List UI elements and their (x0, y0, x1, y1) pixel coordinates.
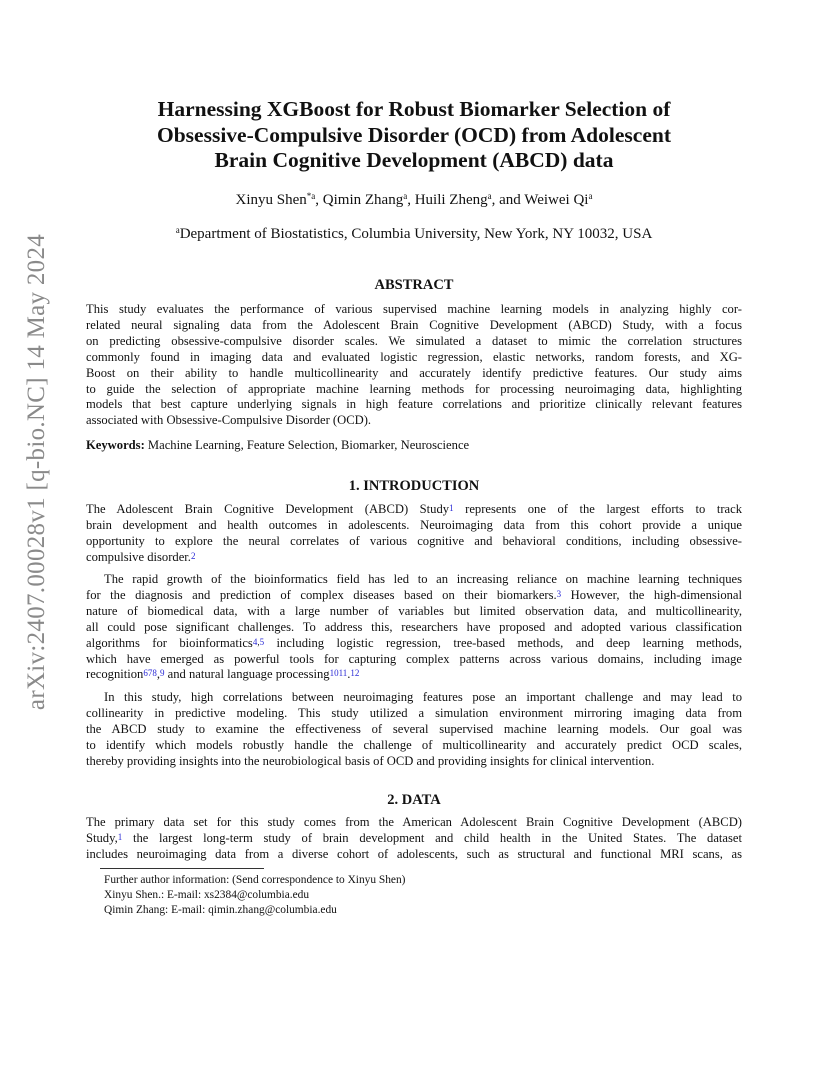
paragraph-line (86, 588, 742, 604)
citation-link[interactable]: 12 (350, 668, 360, 679)
author-mark: a (588, 191, 593, 201)
abstract-line: This study evaluates the performance of various supervised machine learning models in analyzing highly cor- (86, 302, 742, 316)
paragraph-line (86, 652, 742, 668)
paragraph-line: thereby providing insights into the neurobiological basis of OCD and providing insights for clinical intervention. (86, 753, 655, 768)
paragraph-line (86, 604, 742, 620)
author-mark: a (403, 191, 408, 201)
author-list (80, 192, 748, 209)
paragraph-line (86, 518, 742, 534)
text-run: including logistic regression, tree-based methods, and deep learning methods, (264, 635, 742, 650)
citation-link[interactable]: 2 (190, 550, 196, 561)
paragraph-line (86, 815, 742, 831)
paragraph-line (86, 572, 742, 588)
text-run: which have emerged as powerful tools for capturing complex patterns across various domains, including image (86, 651, 742, 666)
text-run: , (156, 667, 161, 682)
abstract-line: models that best capture underlying signals in high feature correlations and prioritize clinically relevant features (86, 397, 742, 412)
paper-title (80, 97, 748, 174)
paragraph-line (86, 831, 742, 847)
paragraph-line: In this study, high correlations between neuroimaging features pose an important challenge and may lead to (104, 690, 742, 704)
citation-link[interactable]: 1 (449, 503, 454, 513)
abstract-heading: ABSTRACT (374, 277, 454, 293)
title-line: Harnessing XGBoost for Robust Biomarker Selection of (157, 97, 671, 121)
keywords (86, 438, 469, 453)
footnote: Further author information: (Send correspondence to Xinyu Shen) (104, 874, 406, 886)
intro-paragraph-1 (86, 502, 742, 566)
text-run: The rapid growth of the bioinformatics field has led to an increasing reliance on machine learning techniques (104, 572, 742, 586)
author-separator: , (315, 192, 323, 208)
paragraph-line (86, 847, 742, 863)
abstract-line: commonly found in imaging data and evaluated logistic regression, elastic networks, random forests, and XG- (86, 349, 742, 364)
abstract-line: Boost on their ability to handle multicollinearity and accurately identify predictive features. Our study aims (86, 365, 742, 380)
text-run: for the diagnosis and prediction of complex diseases based on their biomarkers. (86, 587, 557, 602)
author-separator: , (407, 192, 415, 208)
author-mark: a (487, 191, 492, 201)
paragraph-line (86, 534, 742, 550)
author-name: Qimin Zhang (322, 192, 404, 208)
author-name: Weiwei Qi (524, 192, 589, 208)
text-run: Study, (86, 830, 118, 845)
keywords-label: Keywords: (86, 438, 145, 452)
paragraph-line (86, 636, 742, 652)
citation-link[interactable]: 9 (160, 668, 165, 679)
paragraph-line (86, 620, 742, 636)
abstract-line: associated with Obsessive-Compulsive Disorder (OCD). (86, 413, 372, 428)
data-heading: 2. DATA (387, 792, 441, 808)
text-run: The Adolescent Brain Cognitive Development (ABCD) Study (86, 502, 450, 516)
text-run: includes neuroimaging data from a diverse cohort of adolescents, such as structural and functional MRI scans, as (86, 846, 742, 861)
text-run: recognition (86, 667, 144, 682)
paragraph-line: collinearity in predictive modeling. This study utilized a simulation environment mirroring imaging data from (86, 705, 742, 720)
introduction-heading: 1. INTRODUCTION (348, 478, 480, 494)
footnote: Qimin Zhang: E-mail: qimin.zhang@columbia.edu (104, 904, 337, 916)
text-run: compulsive disorder. (86, 549, 191, 564)
text-run: . (347, 667, 351, 682)
author-mark: *a (306, 191, 316, 201)
text-run: represents one of the largest efforts to track (453, 502, 742, 516)
abstract-line: related neural signaling data from the Adolescent Brain Cognitive Development (ABCD) Study, with a focus (86, 317, 742, 332)
author-name: Xinyu Shen (235, 192, 307, 208)
paragraph-line (86, 502, 742, 518)
affiliation (80, 226, 748, 243)
title-line: Obsessive-Compulsive Disorder (OCD) from Adolescent (157, 122, 671, 147)
citation-link[interactable]: 678 (143, 668, 157, 679)
paragraph-line: the ABCD study to examine the effectiveness of several supervised machine learning models. Our goal was (86, 721, 742, 736)
citation-link[interactable]: 1 (117, 831, 123, 842)
paragraph-line (86, 667, 742, 683)
text-run: brain development and health outcomes in adolescents. Neuroimaging data from this cohort provide a unique (86, 517, 742, 532)
affiliation-mark: a (175, 225, 180, 235)
citation-separator: , (257, 636, 260, 647)
intro-paragraph-3 (86, 690, 742, 770)
text-run: and natural language processing (164, 667, 330, 682)
citation-link[interactable]: 1011 (329, 668, 348, 679)
text-run: However, the high-dimensional (561, 587, 743, 602)
title-line: Brain Cognitive Development (ABCD) data (214, 148, 614, 172)
data-paragraph (86, 815, 742, 863)
abstract-body (86, 302, 742, 429)
text-run: the largest long-term study of brain development and child health in the United States. The dataset (122, 830, 742, 845)
footnote: Xinyu Shen.: E-mail: xs2384@columbia.edu (104, 889, 310, 901)
affiliation-text: Department of Biostatistics, Columbia University, New York, NY 10032, USA (179, 226, 653, 242)
author-name: Huili Zheng (414, 192, 488, 208)
paragraph-line (86, 550, 742, 566)
abstract-line: on predicting obsessive-compulsive disorder scales. We simulated a dataset to mimic the correlation structures (86, 333, 742, 348)
citation-link[interactable]: 5 (259, 636, 265, 647)
text-run: opportunity to explore the neural correlates of various cognitive and behavioral conditions, including obsessive- (86, 533, 742, 548)
abstract-line: to guide the selection of appropriate machine learning methods for processing neuroimaging data, highlighting (86, 381, 742, 396)
text-run: The primary data set for this study comes from the American Adolescent Brain Cognitive Development (ABCD) (86, 815, 742, 829)
intro-paragraph-2 (86, 572, 742, 683)
text-run: algorithms for bioinformatics (86, 635, 253, 650)
footnote-divider (100, 868, 264, 869)
text-run: all could pose significant challenges. To address this, researchers have proposed and adopted various classification (86, 619, 742, 634)
author-separator: , and (491, 192, 525, 208)
keywords-text: Machine Learning, Feature Selection, Biomarker, Neuroscience (144, 438, 470, 452)
paragraph-line: to identify which models robustly handle the challenge of multicollinearity and accurately predict OCD scales, (86, 737, 742, 752)
citation-link[interactable]: 3 (556, 588, 562, 599)
arxiv-identifier-text: arXiv:2407.00028v1 [q-bio.NC] 14 May 2024 (23, 233, 50, 711)
arxiv-identifier (22, 233, 52, 711)
text-run: nature of biomedical data, with a large number of variables but limited observation data, and multicollinearity, (86, 603, 742, 618)
citation-link[interactable]: 4 (252, 636, 258, 647)
